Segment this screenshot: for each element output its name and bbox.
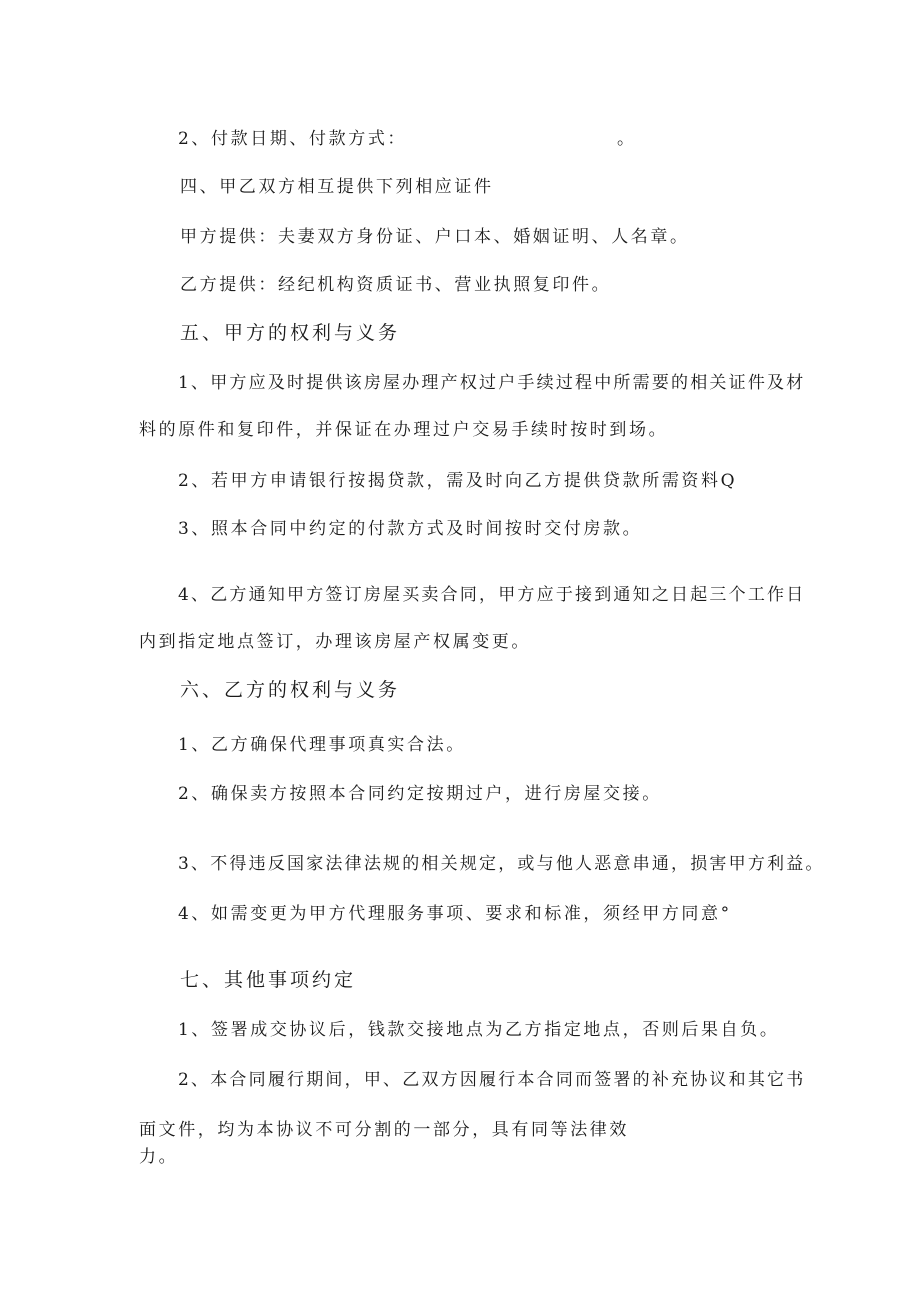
section-5-item-2: 2、若甲方申请银行按揭贷款，需及时向乙方提供贷款所需资料Q [178, 471, 738, 491]
section-5-item-4-line-1: 4、乙方通知甲方签订房屋买卖合同，甲方应于接到通知之日起三个工作日 [178, 585, 806, 605]
payment-line [178, 131, 637, 148]
party-a-documents: 甲方提供：夫妻双方身份证、户口本、婚姻证明、人名章。 [180, 227, 690, 247]
section-6-item-3: 3、不得违反国家法律法规的相关规定，或与他人恶意串通，损害甲方利益。 [178, 854, 825, 874]
section-5-item-3: 3、照本合同中约定的付款方式及时间按时交付房款。 [178, 519, 643, 539]
section-5-item-1-line-2: 料的原件和复印件，并保证在办理过户交易手续时按时到场。 [139, 420, 669, 440]
section-7-item-2-line-3: 力。 [139, 1147, 179, 1167]
section-5-item-4-line-2: 内到指定地点签订，办理该房屋产权属变更。 [139, 632, 531, 652]
section-4-title: 四、甲乙双方相互提供下列相应证件 [180, 177, 494, 197]
section-6-item-2: 2、确保卖方按照本合同约定按期过户，进行房屋交接。 [178, 784, 662, 804]
section-5-item-1-line-1: 1、甲方应及时提供该房屋办理产权过户手续过程中所需要的相关证件及材 [178, 373, 806, 393]
section-7-item-1: 1、签署成交协议后，钱款交接地点为乙方指定地点，否则后果自负。 [178, 1020, 780, 1040]
party-b-documents: 乙方提供：经纪机构资质证书、营业执照复印件。 [180, 275, 612, 295]
payment-label: 2、付款日期、付款方式： [178, 129, 408, 149]
section-7-item-2-line-1: 2、本合同履行期间，甲、乙双方因履行本合同而签署的补充协议和其它书 [178, 1070, 806, 1090]
section-6-item-1: 1、乙方确保代理事项真实合法。 [178, 735, 466, 755]
section-6-item-4: 4、如需变更为甲方代理服务事项、要求和标准，须经甲方同意° [178, 904, 732, 924]
section-6-title: 六、乙方的权利与义务 [180, 679, 401, 701]
section-5-title: 五、甲方的权利与义务 [180, 322, 401, 344]
payment-end: 。 [617, 129, 637, 149]
section-7-title: 七、其他事项约定 [180, 969, 357, 991]
section-7-item-2-line-2: 面文件，均为本协议不可分割的一部分，具有同等法律效 [139, 1120, 629, 1140]
